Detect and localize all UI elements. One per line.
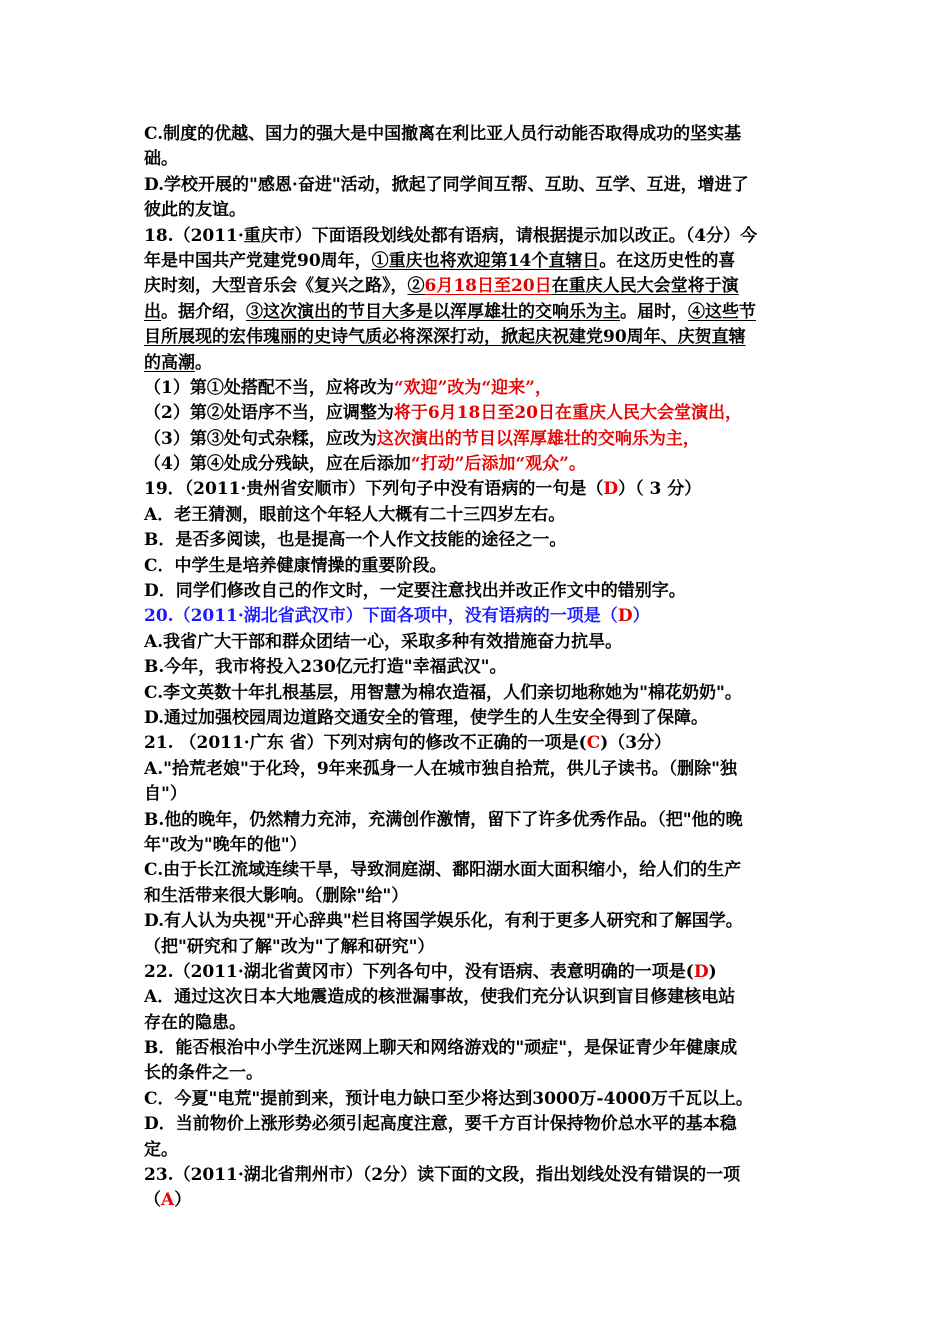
text-line [144, 706, 814, 731]
text-line [144, 325, 814, 350]
text-line [144, 1061, 814, 1086]
text-run: C.由于长江流域连续干旱，导致洞庭湖、鄱阳湖水面大面积缩小，给人们的生产 [144, 860, 742, 881]
text-run: ） [632, 606, 650, 627]
text-run: 21. （2011·广东 省）下列对病句的修改不正确的一项是( [144, 733, 587, 754]
text-run: ）（ 3 分） [618, 479, 702, 500]
text-run: 存在的隐患。 [144, 1012, 246, 1033]
text-run: D.通过加强校园周边道路交通安全的管理，使学生的人生安全得到了保障。 [144, 707, 709, 728]
text-run: B.他的晚年，仍然精力充沛，充满创作激情，留下了许多优秀作品。（把"他的晚 [144, 809, 743, 830]
text-line [144, 554, 814, 579]
text-run: 。在这历史性的喜 [599, 250, 736, 271]
text-run: 。届时， [620, 301, 688, 322]
text-line [144, 681, 814, 706]
text-line [144, 300, 814, 325]
text-line [144, 1036, 814, 1061]
text-run: ） [174, 1190, 192, 1211]
text-line [144, 122, 814, 147]
text-line [144, 1188, 814, 1213]
text-run: 的高潮 [144, 352, 195, 373]
text-line [144, 782, 814, 807]
text-run: （3）第③处句式杂糅，应改为 [144, 428, 377, 449]
text-run: A."拾荒老娘"于化玲，9年来孤身一人在城市独自拾荒，供儿子读书。（删除"独 [144, 758, 738, 779]
text-run: （把"研究和了解"改为"了解和研究"） [144, 936, 435, 957]
text-run: B.今年，我市将投入230亿元打造"幸福武汉"。 [144, 657, 507, 678]
text-line [144, 173, 814, 198]
text-run: B．能否根治中小学生沉迷网上聊天和网络游戏的"顽症"，是保证青少年健康成 [144, 1038, 738, 1059]
text-run: 定。 [144, 1139, 178, 1160]
text-line [144, 833, 814, 858]
text-run: C.制度的优越、国力的强大是中国撤离在利比亚人员行动能否取得成功的坚实基 [144, 124, 742, 144]
text-line [144, 249, 814, 274]
text-line [144, 858, 814, 883]
text-run: “欢迎”改为“迎来”， [393, 377, 552, 398]
text-line [144, 1112, 814, 1137]
text-run: D.学校开展的"感恩·奋进"活动，掀起了同学间互帮、互助、互学、互进，增进了 [144, 174, 749, 195]
text-run: D [617, 606, 633, 627]
text-run: （1）第①处搭配不当，应将改为 [144, 377, 394, 398]
text-line [144, 528, 814, 553]
text-run: A．老王猜测，眼前这个年轻人大概有二十三四岁左右。 [144, 504, 566, 525]
text-run: （4）第④处成分残缺，应在后添加 [144, 454, 411, 475]
text-run: C [586, 733, 601, 754]
text-run: 在重庆人民大会堂将于演 [551, 276, 739, 297]
text-run: 和生活带来很大影响。（删除"给"） [144, 885, 409, 906]
text-line [144, 503, 814, 528]
text-run: D．当前物价上涨形势必须引起高度注意，要千方百计保持物价总水平的基本稳 [144, 1114, 737, 1135]
text-run: D [603, 479, 619, 500]
text-run: ② [407, 276, 425, 297]
text-run: A．通过这次日本大地震造成的核泄漏事故，使我们充分认识到盲目修建核电站 [144, 987, 736, 1008]
text-run: （ [144, 1190, 161, 1211]
text-line [144, 477, 814, 502]
text-line [144, 427, 814, 452]
text-run: 23.（2011·湖北省荆州市）（2分）读下面的文段，指出划线处没有错误的一项 [144, 1165, 741, 1186]
text-line [144, 909, 814, 934]
text-run: 自"） [144, 784, 187, 805]
text-run: 长的条件之一。 [144, 1063, 263, 1084]
text-line [144, 985, 814, 1010]
text-run: 22.（2011·湖北省黄冈市）下列各句中，没有语病、表意明确的一项是( [144, 961, 694, 982]
text-run: D．同学们修改自己的作文时，一定要注意找出并改正作文中的错别字。 [144, 581, 686, 602]
text-run: C．今夏"电荒"提前到来，预计电力缺口至少将达到3000万-4000万千瓦以上。 [144, 1088, 753, 1109]
text-line [144, 960, 814, 985]
text-line [144, 884, 814, 909]
text-line [144, 1138, 814, 1163]
text-line [144, 808, 814, 833]
text-run: “打动”后添加“观众”。 [410, 454, 586, 475]
text-run: C.李文英数十年扎根基层，用智慧为棉农造福，人们亲切地称她为"棉花奶奶"。 [144, 682, 742, 703]
text-run: )（3分） [600, 733, 672, 754]
text-line [144, 1011, 814, 1036]
text-run: 20.（2011·湖北省武汉市）下面各项中，没有语病的一项是（ [144, 606, 618, 627]
text-line [144, 935, 814, 960]
text-run: 这次演出的节目以浑厚雄壮的交响乐为主， [376, 428, 700, 449]
text-line [144, 630, 814, 655]
text-line [144, 376, 814, 401]
text-run: B．是否多阅读，也是提高一个人作文技能的途径之一。 [144, 530, 567, 551]
text-run: 19．（2011·贵州省安顺市）下列句子中没有语病的一句是（ [144, 479, 604, 500]
text-line [144, 401, 814, 426]
text-run: 彼此的友谊。 [144, 200, 246, 221]
text-run: 6月18日至20日 [424, 276, 552, 297]
text-line [144, 1163, 814, 1188]
text-line [144, 147, 814, 172]
text-run: C．中学生是培养健康情操的重要阶段。 [144, 555, 447, 576]
text-run: 目所展现的宏伟瑰丽的史诗气质必将深深打动，掀起庆祝建党90周年、庆贺直辖 [144, 327, 746, 348]
text-line [144, 731, 814, 756]
text-run: 年是中国共产党建党90周年， [144, 250, 372, 271]
text-line [144, 655, 814, 680]
text-line [144, 452, 814, 477]
text-line [144, 1087, 814, 1112]
text-run: 庆时刻，大型音乐会《复兴之路》， [144, 276, 408, 297]
text-run: A [161, 1190, 175, 1211]
text-run: ) [708, 961, 717, 982]
text-line [144, 274, 814, 299]
text-run: ①重庆也将欢迎第14个直辖日 [371, 250, 600, 271]
text-line [144, 224, 814, 249]
text-line [144, 604, 814, 629]
text-run: 出 [144, 301, 161, 322]
document-page [144, 122, 814, 1214]
text-run: 年"改为"晚年的他"） [144, 834, 307, 855]
text-run: ④这些节 [688, 301, 756, 322]
text-run: 。 [195, 352, 212, 373]
text-run: 将于6月18日至20日在重庆人民大会堂演出， [393, 403, 742, 424]
text-run: 础。 [144, 149, 178, 170]
text-run: 18.（2011·重庆市）下面语段划线处都有语病，请根据提示加以改正。（4分）今 [144, 225, 758, 246]
text-line [144, 351, 814, 376]
text-run: D [693, 961, 709, 982]
text-line [144, 757, 814, 782]
text-run: 。据介绍， [161, 301, 246, 322]
text-run: （2）第②处语序不当，应调整为 [144, 403, 394, 424]
text-line [144, 579, 814, 604]
text-run: A.我省广大干部和群众团结一心，采取多种有效措施奋力抗旱。 [144, 631, 623, 652]
text-run: ③这次演出的节目大多是以浑厚雄壮的交响乐为主 [246, 301, 620, 322]
text-run: D.有人认为央视"开心辞典"栏目将国学娱乐化，有利于更多人研究和了解国学。 [144, 911, 743, 932]
text-line [144, 198, 814, 223]
